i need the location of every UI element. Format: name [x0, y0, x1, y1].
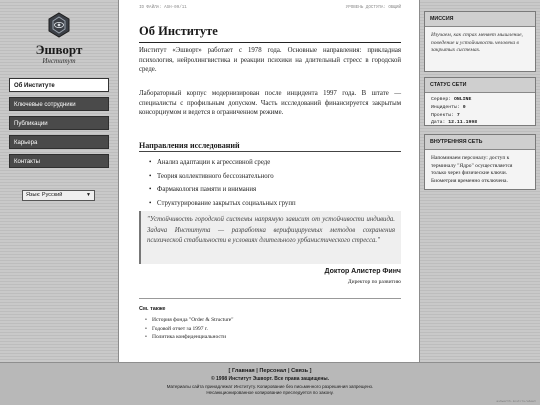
see-also-list — [139, 316, 401, 342]
page-title: Об Институте — [139, 24, 401, 43]
site-subtitle: Институт — [42, 57, 76, 65]
signature-role: Директор по развитию — [347, 279, 401, 285]
internal-text: Напоминаем персоналу: доступ к терминалу "Ядро" осуществляется только через физические ключи. Биометрия временно отключена. — [431, 155, 513, 184]
main-content — [118, 0, 420, 362]
nav-item-about[interactable]: Об Институте — [9, 78, 109, 92]
status-row: Инциденты: 0 — [431, 104, 466, 110]
research-heading: Направления исследований — [139, 141, 401, 152]
file-id: ID ФАЙЛА: ASH-09/11 — [139, 6, 187, 10]
footer-links[interactable]: [ Главная | Персонал | Связь ] — [228, 368, 312, 374]
status-row: Сервер: ONLINE — [431, 97, 472, 102]
mission-text: Изучаем, как страх меняет мышление, поведение и устойчивость человека в закрытых системах. — [431, 32, 523, 53]
left-sidebar — [0, 0, 118, 362]
status-row: Дата: 12.11.1998 — [431, 120, 478, 126]
see-also-link[interactable]: • Политика конфиденциальности — [145, 334, 227, 340]
footer-note: Материалы сайта принадлежат Институту. Копирование без письменного разрешения запрещено. — [166, 384, 374, 389]
page-footer — [0, 362, 540, 405]
nav-item-staff[interactable]: Ключевые сотрудники — [9, 97, 109, 111]
chevron-down-icon: ▼ — [86, 192, 91, 198]
status-list — [425, 93, 535, 132]
see-also-link[interactable]: • История фонда "Order & Structure" — [145, 317, 234, 323]
list-item: • Теория коллективного бессознательного — [149, 172, 274, 180]
nav-item-careers[interactable]: Карьера — [9, 135, 109, 149]
list-item: • Анализ адаптации к агрессивной среде — [149, 159, 271, 166]
institute-logo-icon[interactable] — [47, 12, 71, 40]
research-list — [149, 156, 399, 210]
mission-box — [424, 11, 536, 72]
status-row: Проекты: 7 — [431, 112, 460, 118]
access-level: УРОВЕНЬ ДОСТУПА: ОБЩИЙ — [345, 6, 401, 10]
footer-note: Несанкционированное копирование преследуется по закону. — [206, 390, 334, 395]
footer-url: ashworth.inst/ru/about — [496, 400, 536, 403]
see-also-title: См. также — [139, 306, 166, 312]
language-select-label: Язык: Русский — [26, 192, 63, 198]
director-quote: "Устойчивость городской системы напрямую зависит от устойчивости индивида. Задача Института — разработка верифицируемых методов сохранения психической стабильности в условиях длительного урбанистического стресса." — [139, 211, 401, 264]
mission-title: МИССИЯ — [425, 12, 535, 27]
main-nav — [9, 78, 109, 173]
meta-line — [139, 6, 401, 10]
network-status-box — [424, 77, 536, 126]
nav-item-contacts[interactable]: Контакты — [9, 154, 109, 168]
intro-paragraph: Институт «Эшворт» работает с 1978 года. Основные направления: прикладная психология, нейролингвистика и реакции психики на длительный стресс в городской среде. — [139, 47, 401, 74]
footer-copyright: © 1998 Институт Эшворт. Все права защищены. — [210, 376, 330, 382]
see-also-section — [139, 298, 401, 342]
list-item: • Фармакология памяти и внимания — [149, 186, 257, 193]
signature-name: Доктор Алистер Финч — [324, 268, 401, 275]
internal-network-box — [424, 134, 536, 190]
list-item: • Структурирование закрытых социальных групп — [149, 199, 296, 207]
language-select[interactable] — [22, 190, 95, 201]
internal-title: ВНУТРЕННЯЯ СЕТЬ — [425, 135, 535, 150]
site-name: Эшворт — [35, 42, 83, 57]
lab-paragraph: Лабораторный корпус модернизирован после инцидента 1997 года. В штате — специалисты с профильным допуском. Часть исследований финансируется закрытым консорциумом и ведется в ограниченном режиме. — [139, 90, 401, 117]
nav-item-publications[interactable]: Публикации — [9, 116, 109, 130]
see-also-link[interactable]: • Годовой отчет за 1997 г. — [145, 325, 208, 332]
right-sidebar — [420, 0, 540, 362]
status-title: СТАТУС СЕТИ — [425, 78, 535, 93]
